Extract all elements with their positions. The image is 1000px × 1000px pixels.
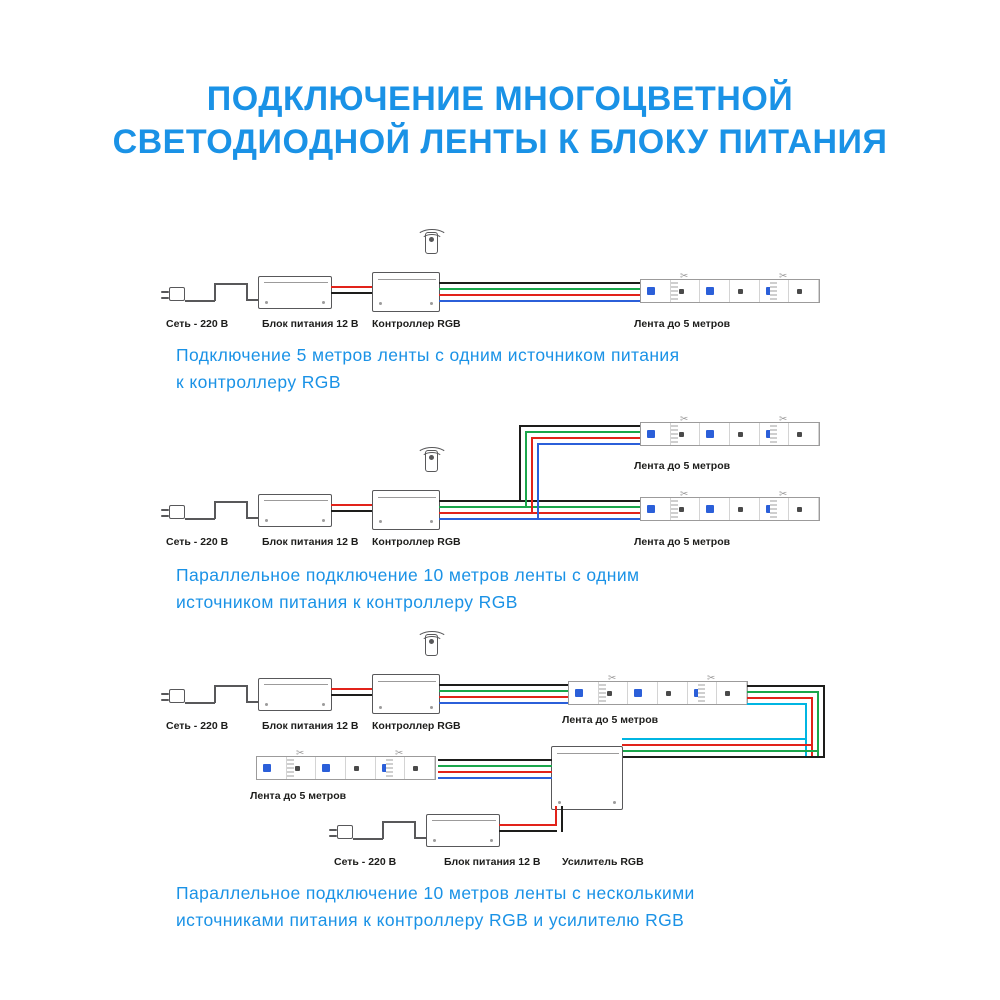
wire-branch-black-2 [519, 425, 521, 502]
wire-branch-green-2 [525, 431, 527, 508]
cut-mark-icon: ✂ [296, 748, 305, 759]
ir-wave-3b [421, 636, 443, 649]
strip-pads [287, 759, 294, 777]
cut-mark-icon: ✂ [680, 414, 689, 425]
plug-pin [161, 699, 169, 701]
label-strip-1: Лента до 5 метров [634, 318, 731, 330]
label-controller-1: Контроллер RGB [372, 318, 461, 330]
label-mains-3a: Сеть - 220 В [166, 720, 229, 732]
wire-branch-top-black-2 [519, 425, 647, 427]
wire-amp-feed-green [747, 691, 819, 693]
caption-1-line-1: Подключение 5 метров ленты с одним источником питания [176, 345, 680, 365]
wire-amp-down-green [817, 691, 819, 758]
psu-box-2 [258, 494, 332, 527]
label-controller-3: Контроллер RGB [372, 720, 461, 732]
wire-amp-out-red [438, 771, 552, 773]
label-mains-3b: Сеть - 220 В [334, 856, 397, 868]
strip-pads [770, 425, 777, 443]
label-strip-2-upper: Лента до 5 метров [634, 460, 731, 472]
label-psu-1: Блок питания 12 В [262, 318, 359, 330]
cut-mark-icon: ✂ [779, 489, 788, 500]
wire-branch-blue-2 [537, 443, 539, 520]
plug-pin [329, 835, 337, 837]
wire-ctrl-bus-black-2 [439, 500, 647, 502]
wire-amp-out-blue [438, 777, 552, 779]
strip-pads [698, 684, 705, 702]
plug-pin [329, 829, 337, 831]
title-line-1: ПОДКЛЮЧЕНИЕ МНОГОЦВЕТНОЙ [206, 80, 794, 118]
mains-cord-3b [353, 838, 383, 840]
strip-pads [671, 425, 678, 443]
mains-cord-3a2 [214, 686, 216, 703]
label-strip-3-upper: Лента до 5 метров [562, 714, 659, 726]
strip-pads [671, 500, 678, 518]
wire-branch-top-red-2 [531, 437, 647, 439]
wire-amp-out-black [438, 759, 552, 761]
wire-psu-ctrl-black-3 [331, 694, 374, 696]
cut-mark-icon: ✂ [395, 748, 404, 759]
mains-cord-3b3 [382, 821, 416, 823]
wire-ctrl-bus-blue-3 [439, 702, 574, 704]
wire-psu2-amp-red [499, 824, 557, 826]
mains-cord-3a4 [246, 685, 248, 702]
mains-cord-3a [185, 702, 215, 704]
mains-cord-2c [214, 501, 248, 503]
caption-1-line-2: к контроллеру RGB [176, 372, 341, 392]
label-strip-3-lower: Лента до 5 метров [250, 790, 347, 802]
wire-ctrl-bus-black-3 [439, 684, 574, 686]
strip-pads [770, 500, 777, 518]
strip-pads [599, 684, 606, 702]
wire-amp-in-cyan [622, 738, 807, 740]
wire-ctrl-strip-blue-1 [439, 300, 647, 302]
controller-box-3 [372, 674, 440, 714]
plug-pin [161, 693, 169, 695]
label-psu-2: Блок питания 12 В [262, 536, 359, 548]
led-strip-3-lower [256, 756, 436, 780]
wire-amp-feed-cyan [747, 703, 807, 705]
label-mains-1: Сеть - 220 В [166, 318, 229, 330]
cut-mark-icon: ✂ [779, 271, 788, 282]
wire-ctrl-bus-red-3 [439, 696, 574, 698]
cut-mark-icon: ✂ [608, 673, 617, 684]
label-psu-3a: Блок питания 12 В [262, 720, 359, 732]
wire-psu-ctrl-red-2 [331, 504, 374, 506]
led-strip-3-upper [568, 681, 748, 705]
controller-box-2 [372, 490, 440, 530]
wire-amp-feed-red [747, 697, 813, 699]
mains-cord-1 [185, 300, 215, 302]
mains-cord-2b [214, 502, 216, 519]
wire-branch-top-green-2 [525, 431, 647, 433]
strip-pads [386, 759, 393, 777]
caption-diagram-1 [176, 342, 679, 396]
wire-ctrl-bus-red-2 [439, 512, 647, 514]
wire-psu2-amp-red-up [555, 806, 557, 826]
mains-cord-2d [246, 501, 248, 518]
wire-amp-down-black [823, 685, 825, 758]
mains-cord-2 [185, 518, 215, 520]
mains-cord-3b4 [414, 821, 416, 838]
cut-mark-icon: ✂ [680, 489, 689, 500]
title-line-2: СВЕТОДИОДНОЙ ЛЕНТЫ К БЛОКУ ПИТАНИЯ [112, 123, 888, 161]
mains-plug-2 [169, 505, 185, 519]
wire-amp-in-black [622, 756, 825, 758]
wire-psu2-amp-black-up [561, 806, 563, 832]
ir-wave-2b [421, 452, 443, 465]
led-strip-2-lower [640, 497, 820, 521]
psu-box-3b [426, 814, 500, 847]
caption-2-line-2: источником питания к контроллеру RGB [176, 592, 518, 612]
wire-ctrl-bus-green-2 [439, 506, 647, 508]
wire-amp-in-green [622, 750, 819, 752]
wire-psu-ctrl-black-2 [331, 510, 374, 512]
mains-cord-3b2 [382, 822, 384, 839]
wire-ctrl-bus-green-3 [439, 690, 574, 692]
cut-mark-icon: ✂ [779, 414, 788, 425]
label-psu-3b: Блок питания 12 В [444, 856, 541, 868]
plug-pin [161, 509, 169, 511]
psu-box-3a [258, 678, 332, 711]
wire-branch-top-blue-2 [537, 443, 647, 445]
label-strip-2-lower: Лента до 5 метров [634, 536, 731, 548]
wire-amp-feed-black [747, 685, 825, 687]
wire-psu-ctrl-red-3 [331, 688, 374, 690]
plug-pin [161, 515, 169, 517]
led-strip-2-upper [640, 422, 820, 446]
wire-branch-red-2 [531, 437, 533, 514]
caption-diagram-2 [176, 562, 639, 616]
wire-amp-down-red [811, 697, 813, 758]
mains-plug-3a [169, 689, 185, 703]
wire-psu2-amp-black [499, 830, 557, 832]
label-mains-2: Сеть - 220 В [166, 536, 229, 548]
amplifier-box [551, 746, 623, 810]
cut-mark-icon: ✂ [680, 271, 689, 282]
caption-3-line-2: источниками питания к контроллеру RGB и усилителю RGB [176, 910, 685, 930]
label-controller-2: Контроллер RGB [372, 536, 461, 548]
caption-3-line-1: Параллельное подключение 10 метров ленты с несколькими [176, 883, 695, 903]
wire-amp-in-red [622, 744, 813, 746]
wire-amp-out-green [438, 765, 552, 767]
cut-mark-icon: ✂ [707, 673, 716, 684]
mains-cord-3a3 [214, 685, 248, 687]
wire-ctrl-bus-blue-2 [439, 518, 647, 520]
caption-2-line-1: Параллельное подключение 10 метров ленты с одним [176, 565, 640, 585]
caption-diagram-3 [176, 880, 695, 934]
mains-plug-3b [337, 825, 353, 839]
label-amplifier: Усилитель RGB [562, 856, 644, 868]
